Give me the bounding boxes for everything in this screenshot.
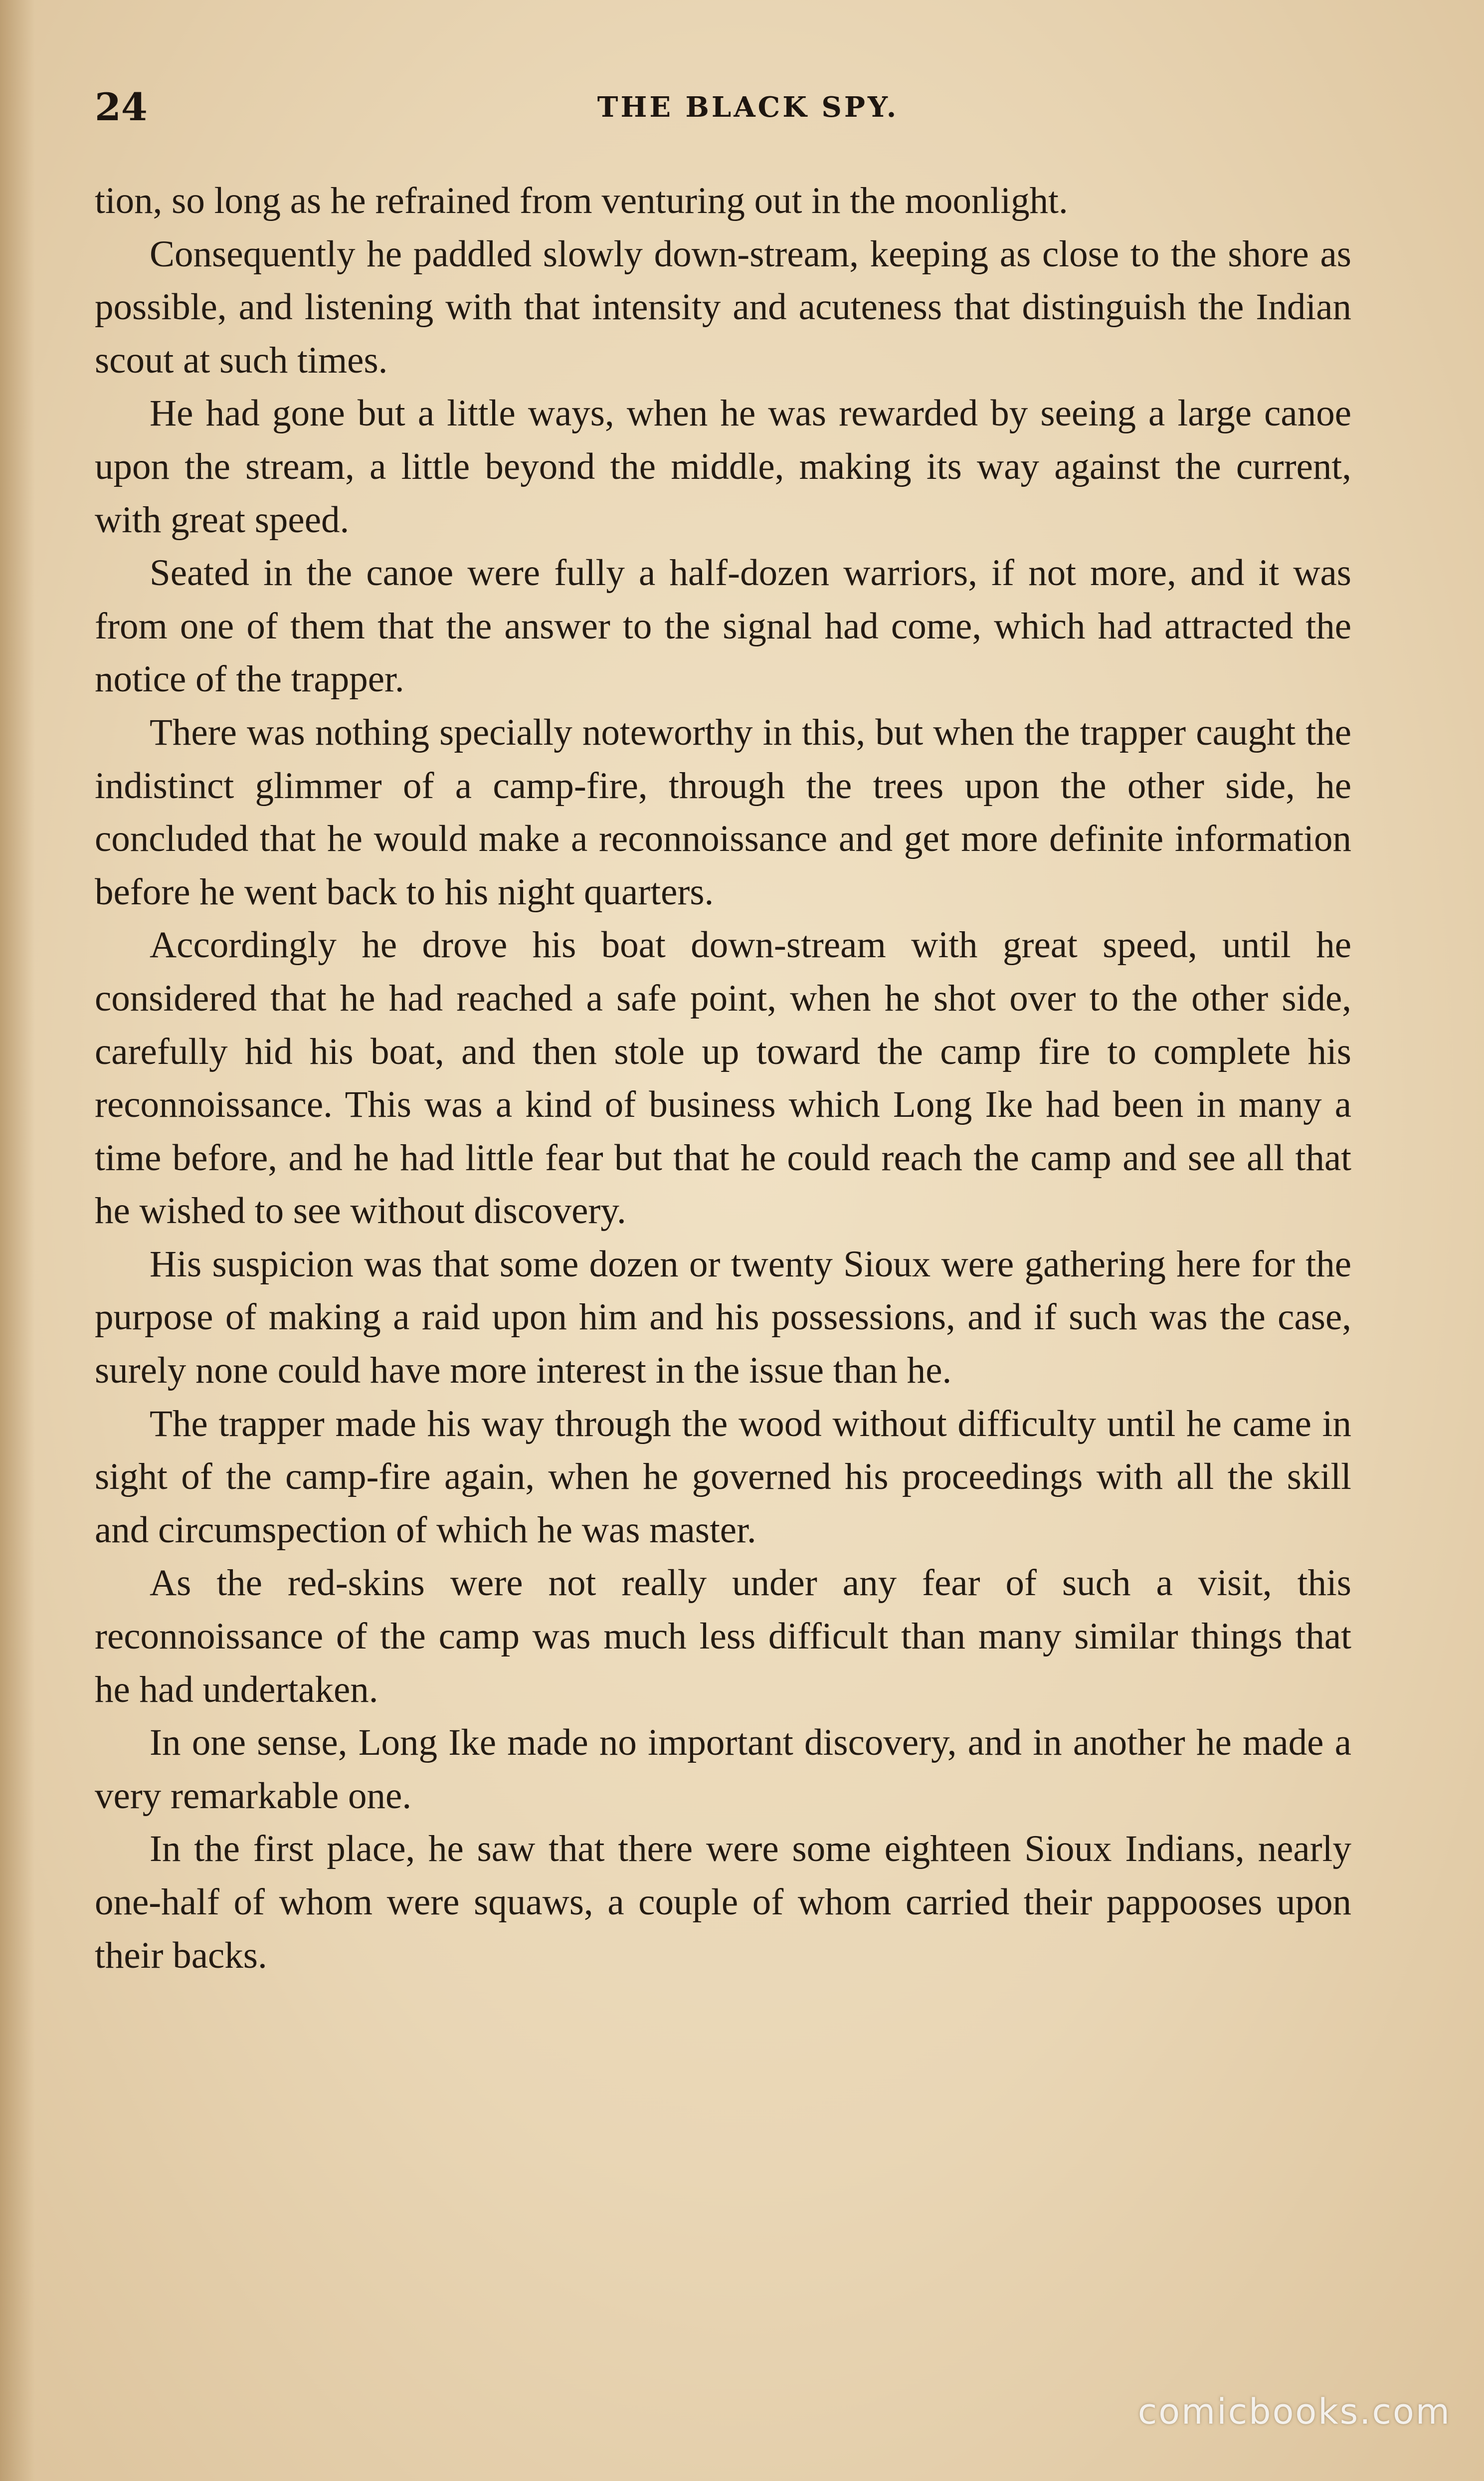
paragraph: He had gone but a little ways, when he was rewarded by seeing a large canoe upon the stream, a little beyond the middle, making its way against the current, with great speed. [95,393,1351,541]
page-binding-shadow [0,0,35,2481]
page-header [95,77,1401,137]
paragraph: The trapper made his way through the wood without difficulty until he came in sight of the camp-fire again, when he governed his proceedings with all the skill and circumspection of which he was master. [95,1403,1351,1551]
paragraph: In one sense, Long Ike made no important discovery, and in another he made a very remarkable one. [95,1722,1351,1817]
body-text [95,175,1351,1982]
paragraph: tion, so long as he refrained from venturing out in the moonlight. [95,180,1068,221]
paragraph: Accordingly he drove his boat down-stream with great speed, until he considered that he had reached a safe point, when he shot over to the other side, carefully hid his boat, and then stole up toward the camp fire to complete his reconnoissance. This was a kind of business which Long Ike had been in many a time before, and he had little fear but that he could reach the camp and see all that he wished to see without discovery. [95,924,1351,1232]
running-title: THE BLACK SPY. [597,91,899,124]
paragraph: There was nothing specially noteworthy in this, but when the trapper caught the indistinct glimmer of a camp-fire, through the trees upon the other side, he concluded that he would make a reconnoissance and get more definite information before he went back to his night quarters. [95,711,1351,913]
page-number: 24 [95,85,148,129]
paragraph: Seated in the canoe were fully a half-dozen warriors, if not more, and it was from one of them that the answer to the signal had come, which had attracted the notice of the trapper. [95,552,1351,700]
paragraph: In the first place, he saw that there were some eighteen Sioux Indians, nearly one-half of whom were squaws, a couple of whom carried their pappooses upon their backs. [95,1828,1351,1976]
paragraph: As the red-skins were not really under any fear of such a visit, this reconnoissance of the camp was much less difficult than many similar things that he had undertaken. [95,1562,1351,1710]
paragraph: Consequently he paddled slowly down-stream, keeping as close to the shore as possible, and listening with that intensity and acuteness that distinguish the Indian scout at such times. [95,233,1351,381]
paragraph: His suspicion was that some dozen or twenty Sioux were gathering here for the purpose of making a raid upon him and his possessions, and if such was the case, surely none could have more interest in the issue than he. [95,1243,1351,1392]
watermark: comicbooks.com [1137,2391,1451,2432]
